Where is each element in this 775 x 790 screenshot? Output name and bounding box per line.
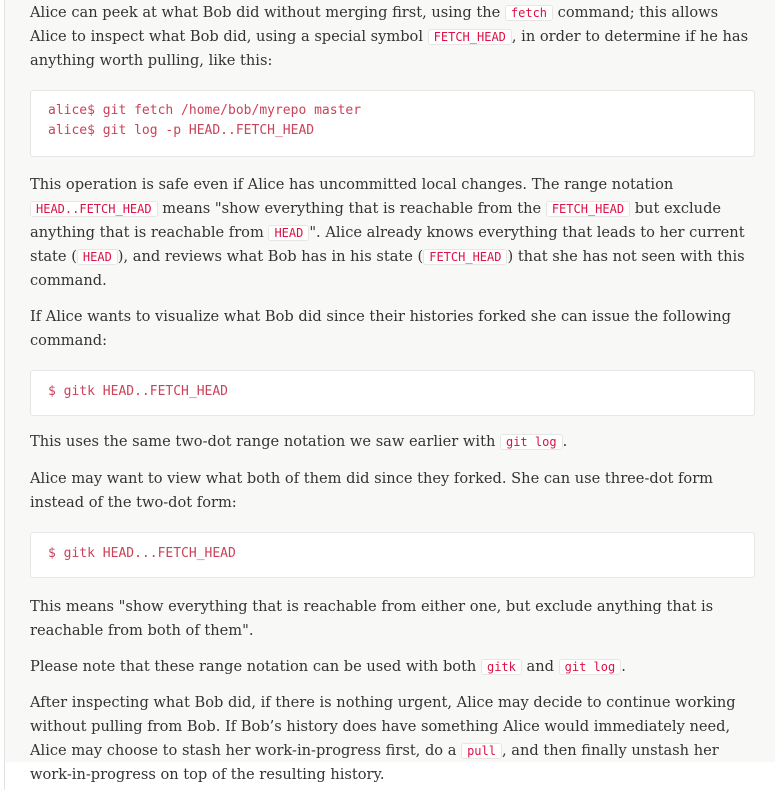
paragraph-three-dot-intro: Alice may want to view what both of them did since they forked. She can use three-dot form instead of the two-dot form: bbox=[30, 470, 714, 511]
inline-code-git-log: git log bbox=[500, 434, 563, 450]
inline-code-head: HEAD bbox=[77, 249, 118, 265]
code-line: $ gitk HEAD..FETCH_HEAD bbox=[48, 384, 229, 399]
inline-code-fetch-head: FETCH_HEAD bbox=[428, 29, 512, 45]
paragraph-three-dot-meaning: This means "show everything that is reachable from either one, but exclude anything that is reachable from both of them". bbox=[30, 598, 714, 639]
inline-code-head: HEAD bbox=[268, 225, 309, 241]
paragraph-fetch-intro: Alice can peek at what Bob did without merging first, using the fetch command; this allows Alice to inspect what Bob did, using a special symbol FETCH_HEAD , in order to determine if he has anything worth pulling, like this: bbox=[30, 4, 749, 69]
code-block-gitk-three-dot bbox=[30, 532, 755, 578]
code-block-gitk-two-dot bbox=[30, 370, 755, 416]
inline-code-head-range: HEAD..FETCH_HEAD bbox=[30, 201, 158, 217]
paragraph-range-usage: Please note that these range notation can be used with both gitk and git log . bbox=[30, 658, 626, 675]
page-border-stub bbox=[4, 762, 11, 790]
inline-code-gitk: gitk bbox=[481, 659, 522, 675]
code-line: alice$ git log -p HEAD..FETCH_HEAD bbox=[48, 123, 315, 138]
paragraph-visualize: If Alice wants to visualize what Bob did since their histories forked she can issue the following command: bbox=[30, 308, 731, 349]
code-line: $ gitk HEAD...FETCH_HEAD bbox=[48, 546, 236, 561]
paragraph-range-notation: This operation is safe even if Alice has uncommitted local changes. The range notation HEAD..FETCH_HEAD means "show everything that is reachable from the FETCH_HEAD but exclude anything that is reachable from HEAD ". Alice already knows everything that leads to her current state ( HEAD ), and reviews what Bob has in his state ( FETCH_HEAD ) that she has not seen with this command. bbox=[30, 176, 745, 289]
inline-code-fetch-head: FETCH_HEAD bbox=[423, 249, 507, 265]
code-line: alice$ git fetch /home/bob/myrepo master bbox=[48, 103, 362, 118]
paragraph-stash: After inspecting what Bob did, if there is nothing urgent, Alice may decide to continue working without pulling from Bob. If Bob’s history does have something Alice would immediately need, Alice may choose to stash her work-in-progress first, do a pull , and then finally unstash her work-in-progress on top of the resulting history. bbox=[30, 694, 736, 783]
code-block-fetch bbox=[30, 90, 755, 157]
inline-code-fetch-head: FETCH_HEAD bbox=[546, 201, 630, 217]
inline-code-pull: pull bbox=[461, 743, 502, 759]
article-body bbox=[4, 0, 775, 783]
inline-code-fetch: fetch bbox=[505, 5, 553, 21]
paragraph-two-dot: This uses the same two-dot range notation we saw earlier with git log . bbox=[30, 433, 568, 450]
inline-code-git-log: git log bbox=[559, 659, 622, 675]
